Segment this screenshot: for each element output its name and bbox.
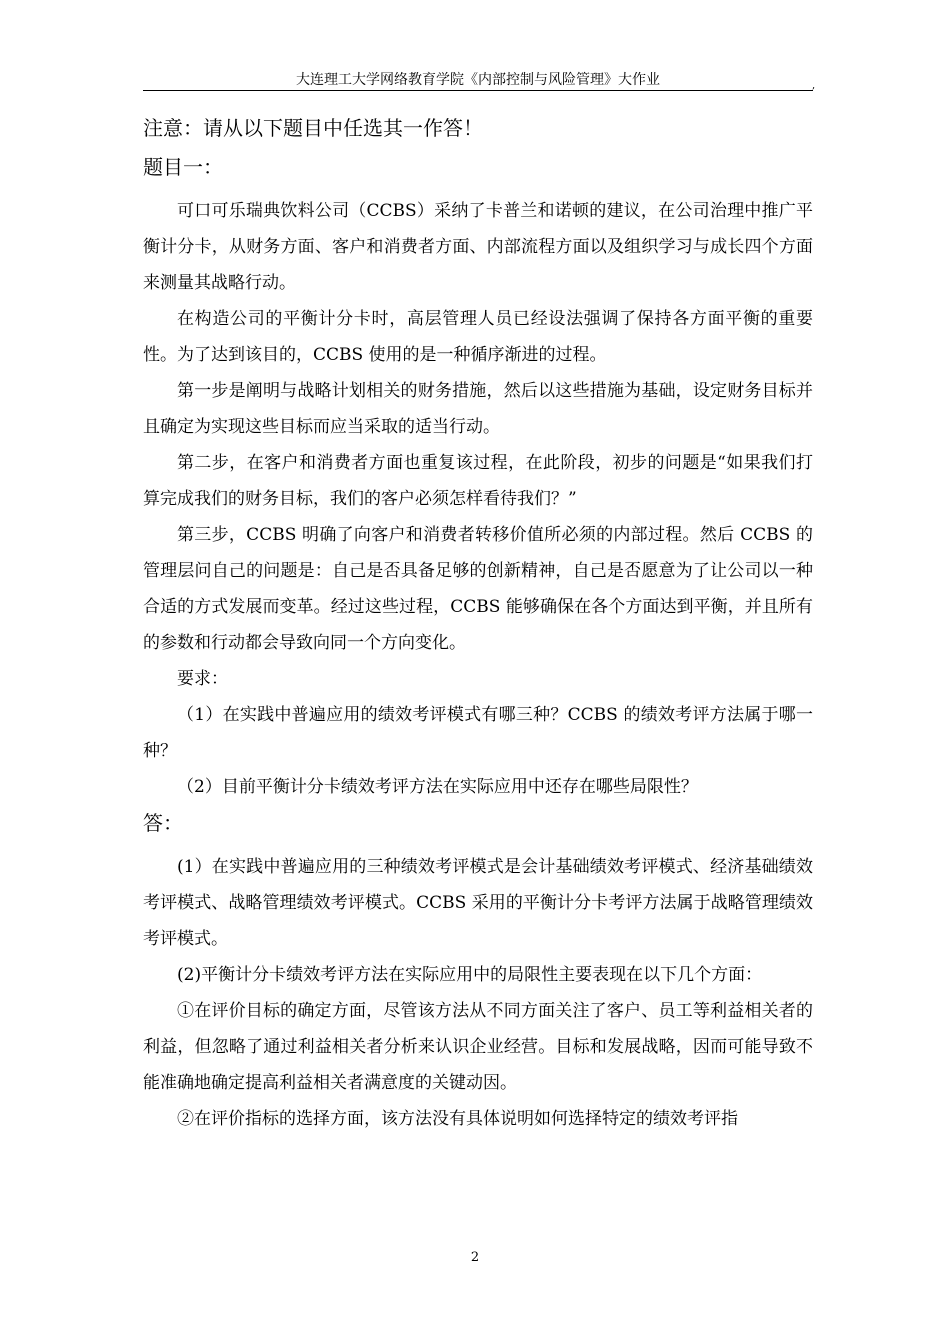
requirement-item: （1）在实践中普遍应用的绩效考评模式有哪三种？CCBS 的绩效考评方法属于哪一种？ (143, 705, 813, 761)
answer-label: 答： (143, 811, 183, 835)
page-number: 2 (470, 1250, 480, 1265)
requirements-label: 要求： (177, 669, 228, 689)
answer-paragraph: (2)平衡计分卡绩效考评方法在实际应用中的局限性主要表现在以下几个方面： (177, 965, 763, 985)
answer-paragraph: (1）在实践中普遍应用的三种绩效考评模式是会计基础绩效考评模式、经济基础绩效考评模式、战略管理绩效考评模式。CCBS 采用的平衡计分卡考评方法属于战略管理绩效考评模式。 (143, 857, 813, 949)
question-paragraph: 第一步是阐明与战略计划相关的财务措施，然后以这些措施为基础，设定财务目标并且确定为实现这些目标而应当采取的适当行动。 (143, 381, 813, 437)
header-rule (143, 90, 813, 91)
page-header: 大连理工大学网络教育学院《内部控制与风险管理》大作业 (296, 72, 660, 88)
question-paragraph: 在构造公司的平衡计分卡时，高层管理人员已经设法强调了保持各方面平衡的重要性。为了达到该目的，CCBS 使用的是一种循序渐进的过程。 (143, 309, 813, 365)
document-body (143, 110, 813, 1137)
requirement-item: （2）目前平衡计分卡绩效考评方法在实际应用中还存在哪些局限性？ (177, 777, 698, 797)
question-paragraph: 第二步，在客户和消费者方面也重复该过程，在此阶段，初步的问题是“如果我们打算完成我们的财务目标，我们的客户必须怎样看待我们？” (143, 453, 813, 509)
question-paragraph: 第三步，CCBS 明确了向客户和消费者转移价值所必须的内部过程。然后 CCBS 的管理层问自己的问题是：自己是否具备足够的创新精神，自己是否愿意为了让公司以一种合适的方式发展而变革。经过这些过程，CCBS 能够确保在各个方面达到平衡，并且所有的参数和行动都会导致向同一个方向变化。 (143, 525, 813, 653)
question-paragraph: 可口可乐瑞典饮料公司（CCBS）采纳了卡普兰和诺顿的建议，在公司治理中推广平衡计分卡，从财务方面、客户和消费者方面、内部流程方面以及组织学习与成长四个方面来测量其战略行动。 (143, 201, 813, 293)
notice-heading: 注意：请从以下题目中任选其一作答！ (143, 116, 483, 140)
answer-paragraph: ②在评价指标的选择方面，该方法没有具体说明如何选择特定的绩效考评指 (177, 1109, 738, 1129)
answer-paragraph: ①在评价目标的确定方面，尽管该方法从不同方面关注了客户、员工等利益相关者的利益，但忽略了通过利益相关者分析来认识企业经营。目标和发展战略，因而可能导致不能准确地确定提高利益相关者满意度的关键动因。 (143, 1001, 813, 1093)
question-title: 题目一： (143, 155, 223, 179)
header-mark: , (812, 80, 816, 91)
